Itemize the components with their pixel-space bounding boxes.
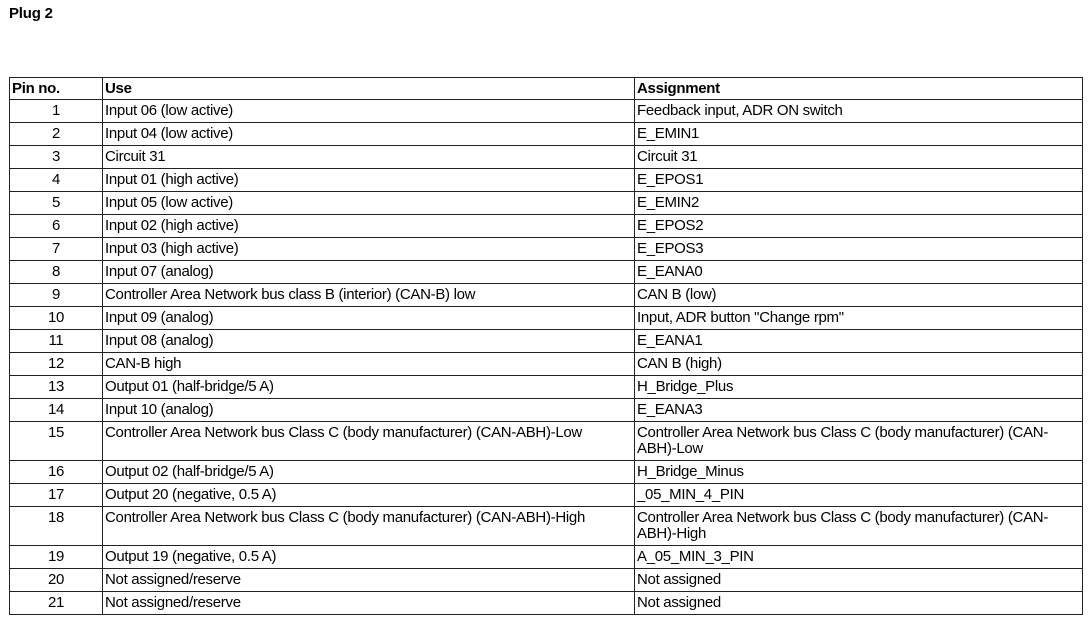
table-row (10, 399, 1083, 422)
use-cell: Input 02 (high active) (103, 215, 635, 238)
assignment-cell: E_EMIN1 (635, 123, 1083, 146)
assignment-cell: Controller Area Network bus Class C (body manufacturer) (CAN-ABH)-High (635, 507, 1083, 546)
header-use: Use (103, 78, 635, 100)
assignment-cell: _05_MIN_4_PIN (635, 484, 1083, 507)
use-cell: Circuit 31 (103, 146, 635, 169)
pin-cell: 15 (10, 422, 103, 461)
assignment-cell: Circuit 31 (635, 146, 1083, 169)
pin-cell: 20 (10, 569, 103, 592)
use-cell: Output 02 (half-bridge/5 A) (103, 461, 635, 484)
assignment-cell: Not assigned (635, 592, 1083, 615)
table-row (10, 330, 1083, 353)
use-cell: Input 05 (low active) (103, 192, 635, 215)
use-cell: Input 08 (analog) (103, 330, 635, 353)
use-cell: Output 19 (negative, 0.5 A) (103, 546, 635, 569)
page-title: Plug 2 (9, 5, 53, 22)
use-cell: Input 09 (analog) (103, 307, 635, 330)
header-pin-no: Pin no. (10, 78, 103, 100)
pin-cell: 13 (10, 376, 103, 399)
table-row (10, 192, 1083, 215)
table-row (10, 238, 1083, 261)
pin-cell: 2 (10, 123, 103, 146)
assignment-cell: Not assigned (635, 569, 1083, 592)
assignment-cell: E_EPOS3 (635, 238, 1083, 261)
table-row (10, 284, 1083, 307)
use-cell: Input 10 (analog) (103, 399, 635, 422)
use-cell: Output 20 (negative, 0.5 A) (103, 484, 635, 507)
assignment-cell: E_EMIN2 (635, 192, 1083, 215)
header-assignment: Assignment (635, 78, 1083, 100)
assignment-cell: Controller Area Network bus Class C (body manufacturer) (CAN-ABH)-Low (635, 422, 1083, 461)
use-cell: Controller Area Network bus Class C (body manufacturer) (CAN-ABH)-High (103, 507, 635, 546)
table-row (10, 261, 1083, 284)
use-cell: Input 06 (low active) (103, 100, 635, 123)
pin-cell: 8 (10, 261, 103, 284)
use-cell: Input 04 (low active) (103, 123, 635, 146)
table-row (10, 353, 1083, 376)
assignment-cell: Feedback input, ADR ON switch (635, 100, 1083, 123)
table-body (10, 100, 1083, 615)
table-row (10, 215, 1083, 238)
table-row (10, 146, 1083, 169)
table-row (10, 123, 1083, 146)
pin-cell: 7 (10, 238, 103, 261)
pin-cell: 5 (10, 192, 103, 215)
assignment-cell: A_05_MIN_3_PIN (635, 546, 1083, 569)
pin-cell: 4 (10, 169, 103, 192)
assignment-cell: E_EPOS1 (635, 169, 1083, 192)
table-row (10, 376, 1083, 399)
table-row (10, 546, 1083, 569)
pin-cell: 19 (10, 546, 103, 569)
pin-cell: 9 (10, 284, 103, 307)
table-row (10, 507, 1083, 546)
assignment-cell: CAN B (low) (635, 284, 1083, 307)
assignment-cell: E_EANA3 (635, 399, 1083, 422)
pin-cell: 10 (10, 307, 103, 330)
use-cell: Input 07 (analog) (103, 261, 635, 284)
assignment-cell: CAN B (high) (635, 353, 1083, 376)
table-row (10, 169, 1083, 192)
pin-cell: 12 (10, 353, 103, 376)
pin-cell: 14 (10, 399, 103, 422)
use-cell: CAN-B high (103, 353, 635, 376)
use-cell: Not assigned/reserve (103, 569, 635, 592)
use-cell: Controller Area Network bus class B (interior) (CAN-B) low (103, 284, 635, 307)
table-row (10, 569, 1083, 592)
assignment-cell: E_EPOS2 (635, 215, 1083, 238)
assignment-cell: H_Bridge_Minus (635, 461, 1083, 484)
assignment-cell: H_Bridge_Plus (635, 376, 1083, 399)
table-header-row (10, 78, 1083, 100)
pin-cell: 16 (10, 461, 103, 484)
use-cell: Output 01 (half-bridge/5 A) (103, 376, 635, 399)
assignment-cell: Input, ADR button "Change rpm" (635, 307, 1083, 330)
pin-cell: 11 (10, 330, 103, 353)
table-row (10, 461, 1083, 484)
pin-assignment-table (9, 77, 1083, 615)
use-cell: Not assigned/reserve (103, 592, 635, 615)
pin-cell: 21 (10, 592, 103, 615)
table-row (10, 100, 1083, 123)
use-cell: Controller Area Network bus Class C (body manufacturer) (CAN-ABH)-Low (103, 422, 635, 461)
use-cell: Input 03 (high active) (103, 238, 635, 261)
assignment-cell: E_EANA1 (635, 330, 1083, 353)
assignment-cell: E_EANA0 (635, 261, 1083, 284)
table-row (10, 592, 1083, 615)
pin-cell: 17 (10, 484, 103, 507)
pin-cell: 18 (10, 507, 103, 546)
pin-cell: 3 (10, 146, 103, 169)
table-row (10, 484, 1083, 507)
use-cell: Input 01 (high active) (103, 169, 635, 192)
pin-cell: 1 (10, 100, 103, 123)
pin-cell: 6 (10, 215, 103, 238)
table-row (10, 422, 1083, 461)
table-row (10, 307, 1083, 330)
